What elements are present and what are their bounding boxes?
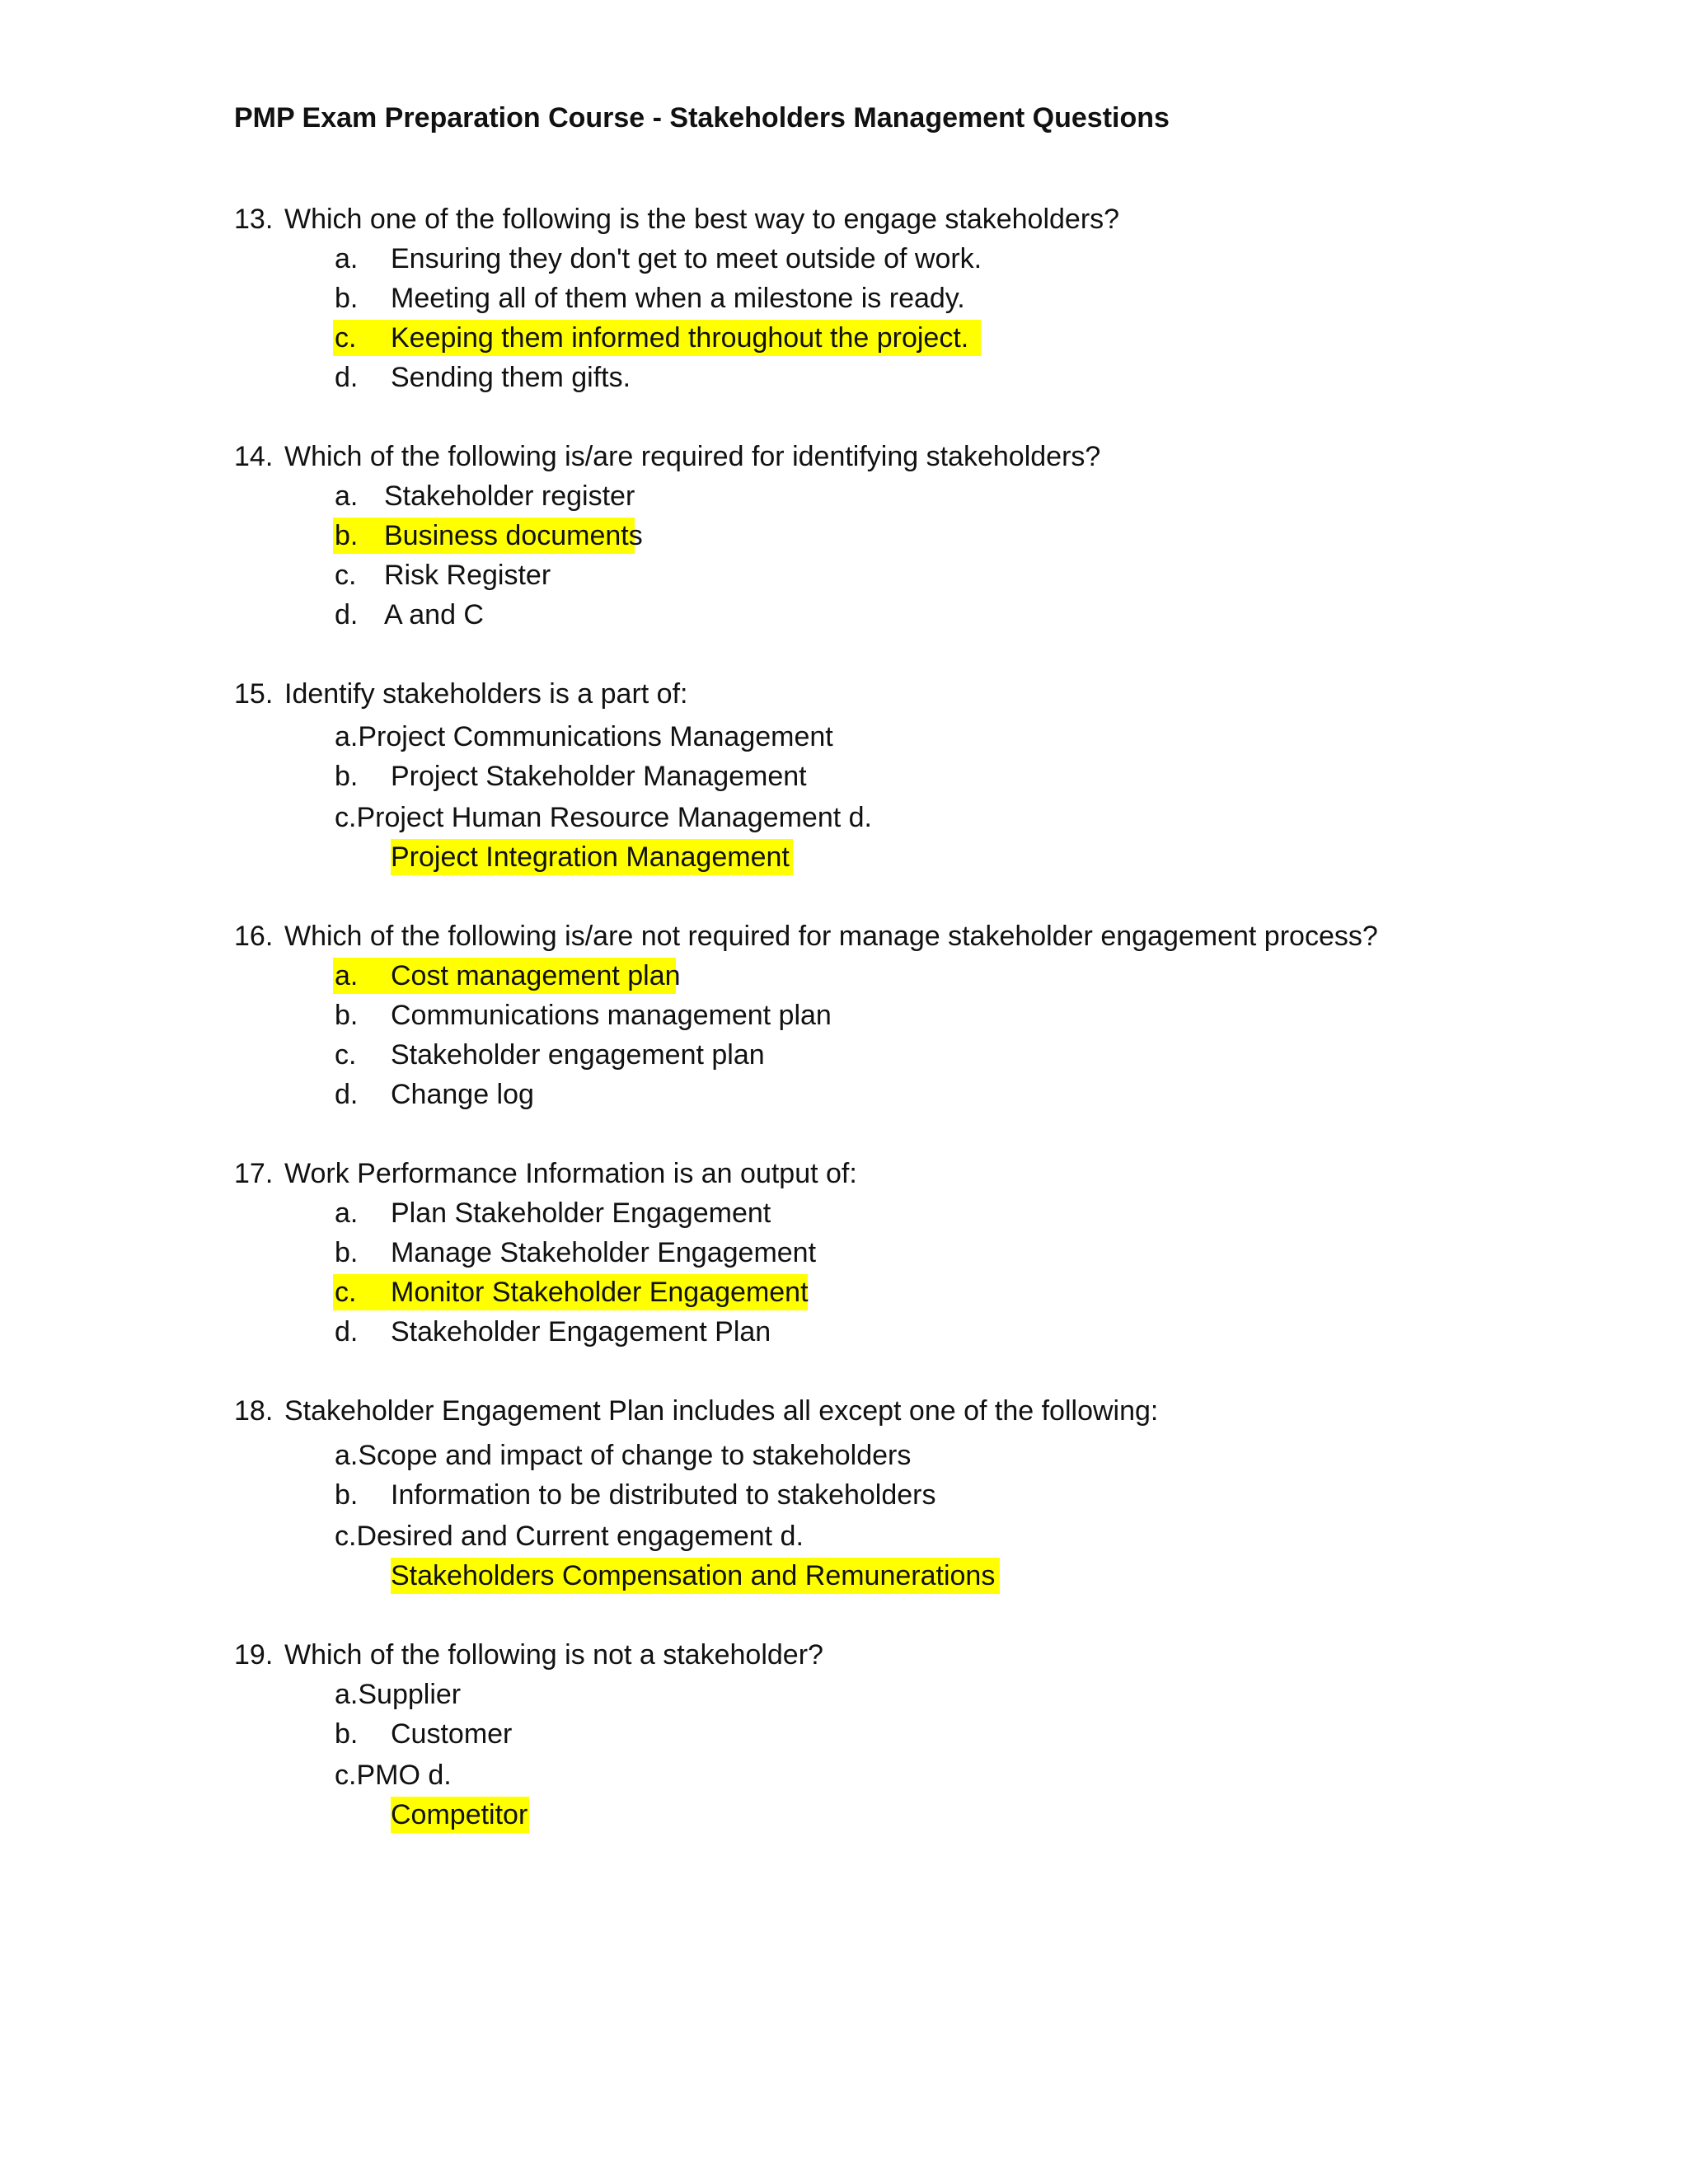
option-text: Stakeholder Engagement Plan [391,1316,771,1347]
option-inline [335,719,833,755]
option-letter: b. [335,761,359,792]
option-letter: c. [335,1521,357,1552]
option-letter: a. [335,1679,359,1710]
option-letter: a. [335,721,359,752]
option-letter: c. [335,802,357,833]
option-letter: a. [335,1440,359,1471]
option-letter: d. [335,599,359,630]
option-letter: a. [335,243,359,274]
option-text-correct: Cost management plan [391,960,681,991]
option-text: Ensuring they don't get to meet outside of work. [391,243,982,274]
option-text: Manage Stakeholder Engagement [391,1237,817,1268]
option-letter: d. [335,1316,359,1347]
option-text-correct: Monitor Stakeholder Engagement [391,1277,809,1308]
option-text: Communications management plan [391,1000,832,1031]
option-letter: c. [335,1760,357,1791]
option-letter: b. [335,1479,359,1511]
option-letter: a. [335,480,359,512]
option-text: Risk Register [384,560,551,591]
option-letter: d. [335,1079,359,1110]
option-text: Sending them gifts. [391,362,631,393]
option-text: Stakeholder engagement plan [391,1039,765,1071]
question-number: 19. [234,1639,274,1671]
option-inline [335,1757,452,1793]
option-letter: d. [335,362,359,393]
option-letter-correct: c. [335,322,357,354]
option-letter: c. [335,1039,357,1071]
question-number: 13. [234,204,274,235]
option-letter-correct: a. [335,960,359,991]
page-title: PMP Exam Preparation Course - Stakeholders Management Questions [234,102,1170,134]
option-letter: b. [335,283,359,314]
option-text-correct: Competitor [391,1797,529,1833]
option-letter-correct: c. [335,1277,357,1308]
option-text: Desired and Current engagement d. [356,1521,804,1552]
question-text: Which one of the following is the best way to engage stakeholders? [284,204,1120,235]
option-letter-correct: b. [335,520,359,551]
option-text: Project Human Resource Management d. [356,802,872,833]
question-number: 17. [234,1158,274,1189]
option-text: Change log [391,1079,534,1110]
option-text: Supplier [358,1679,462,1710]
option-letter: c. [335,560,357,591]
option-letter: b. [335,1237,359,1268]
option-inline [335,1676,461,1713]
option-text: A and C [384,599,484,630]
option-text-correct: Project Integration Management [391,839,793,875]
option-inline [335,1518,804,1554]
option-text: Scope and impact of change to stakeholders [358,1440,912,1471]
question-number: 14. [234,441,274,472]
option-letter: a. [335,1197,359,1229]
question-text: Which of the following is/are not required for manage stakeholder engagement process? [284,921,1378,952]
question-text: Which of the following is not a stakeholder? [284,1639,823,1671]
option-text: Stakeholder register [384,480,635,512]
option-inline [335,1437,911,1474]
question-number: 15. [234,678,274,710]
option-text: Information to be distributed to stakeholders [391,1479,936,1511]
option-text: Project Stakeholder Management [391,761,807,792]
option-text: Plan Stakeholder Engagement [391,1197,771,1229]
option-letter: b. [335,1000,359,1031]
option-inline [335,799,872,836]
question-number: 18. [234,1395,274,1427]
question-text: Identify stakeholders is a part of: [284,678,688,710]
option-text: PMO d. [356,1760,452,1791]
question-text: Stakeholder Engagement Plan includes all except one of the following: [284,1395,1159,1427]
question-text: Work Performance Information is an output of: [284,1158,857,1189]
option-text-correct: Business documents [384,520,643,551]
question-text: Which of the following is/are required for identifying stakeholders? [284,441,1101,472]
option-text-correct: Keeping them informed throughout the project. [391,322,969,354]
option-text-correct: Stakeholders Compensation and Remunerations [391,1558,1000,1594]
option-text: Project Communications Management [358,721,833,752]
question-number: 16. [234,921,274,952]
option-letter: b. [335,1718,359,1750]
option-text: Customer [391,1718,513,1750]
option-text: Meeting all of them when a milestone is ready. [391,283,965,314]
